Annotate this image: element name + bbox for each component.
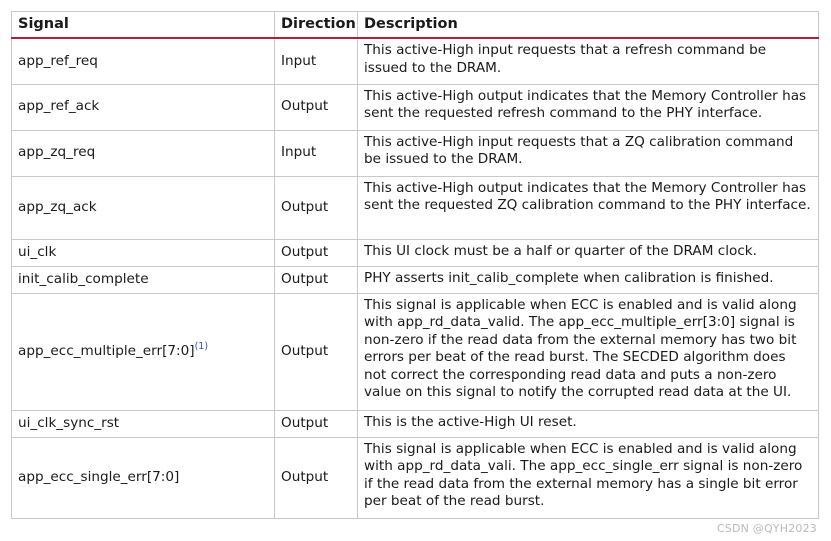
description-cell: This is the active-High UI reset.	[358, 410, 819, 437]
description-cell: This UI clock must be a half or quarter of the DRAM clock.	[358, 239, 819, 266]
header-direction: Direction	[275, 12, 358, 39]
signal-cell: app_ref_req	[12, 38, 275, 84]
signal-cell: app_zq_req	[12, 130, 275, 176]
table-header-row	[12, 12, 819, 39]
table-row	[12, 176, 819, 239]
table-row	[12, 437, 819, 518]
description-cell: This active-High input requests that a refresh command be issued to the DRAM.	[358, 38, 819, 84]
signal-cell	[12, 293, 275, 410]
signal-table-container	[11, 11, 818, 519]
description-cell: This active-High input requests that a ZQ calibration command be issued to the DRAM.	[358, 130, 819, 176]
signal-name: app_ecc_multiple_err[7:0]	[18, 342, 195, 359]
table-row	[12, 84, 819, 130]
description-cell: This signal is applicable when ECC is enabled and is valid along with app_rd_data_valid. The app_ecc_multiple_err[3:0] signal is non-zero if the read data from the external memory has two bit errors per beat of the read burst. The SECDED algorithm does not correct the corresponding read data and puts a non-zero value on this signal to notify the corrupted read data at the UI.	[358, 293, 819, 410]
direction-cell: Input	[275, 38, 358, 84]
direction-cell: Input	[275, 130, 358, 176]
header-signal: Signal	[12, 12, 275, 39]
table-row	[12, 130, 819, 176]
header-description: Description	[358, 12, 819, 39]
signal-cell: ui_clk	[12, 239, 275, 266]
watermark: CSDN @QYH2023	[716, 522, 817, 535]
signal-table	[11, 11, 819, 519]
description-cell: This active-High output indicates that the Memory Controller has sent the requested refresh command to the PHY interface.	[358, 84, 819, 130]
direction-cell: Output	[275, 239, 358, 266]
table-row	[12, 239, 819, 266]
description-cell: This signal is applicable when ECC is enabled and is valid along with app_rd_data_vali. The app_ecc_single_err signal is non-zero if the read data from the external memory has a single bit error per beat of the read burst.	[358, 437, 819, 518]
table-row	[12, 410, 819, 437]
signal-cell: ui_clk_sync_rst	[12, 410, 275, 437]
signal-cell: app_ecc_single_err[7:0]	[12, 437, 275, 518]
description-cell: This active-High output indicates that the Memory Controller has sent the requested ZQ calibration command to the PHY interface.	[358, 176, 819, 239]
table-row	[12, 38, 819, 84]
signal-cell: app_ref_ack	[12, 84, 275, 130]
direction-cell: Output	[275, 176, 358, 239]
direction-cell: Output	[275, 293, 358, 410]
direction-cell: Output	[275, 437, 358, 518]
signal-cell: app_zq_ack	[12, 176, 275, 239]
direction-cell: Output	[275, 266, 358, 293]
table-row	[12, 293, 819, 410]
footnote-marker: (1)	[194, 340, 209, 352]
table-row	[12, 266, 819, 293]
direction-cell: Output	[275, 410, 358, 437]
signal-cell: init_calib_complete	[12, 266, 275, 293]
description-cell: PHY asserts init_calib_complete when calibration is finished.	[358, 266, 819, 293]
direction-cell: Output	[275, 84, 358, 130]
